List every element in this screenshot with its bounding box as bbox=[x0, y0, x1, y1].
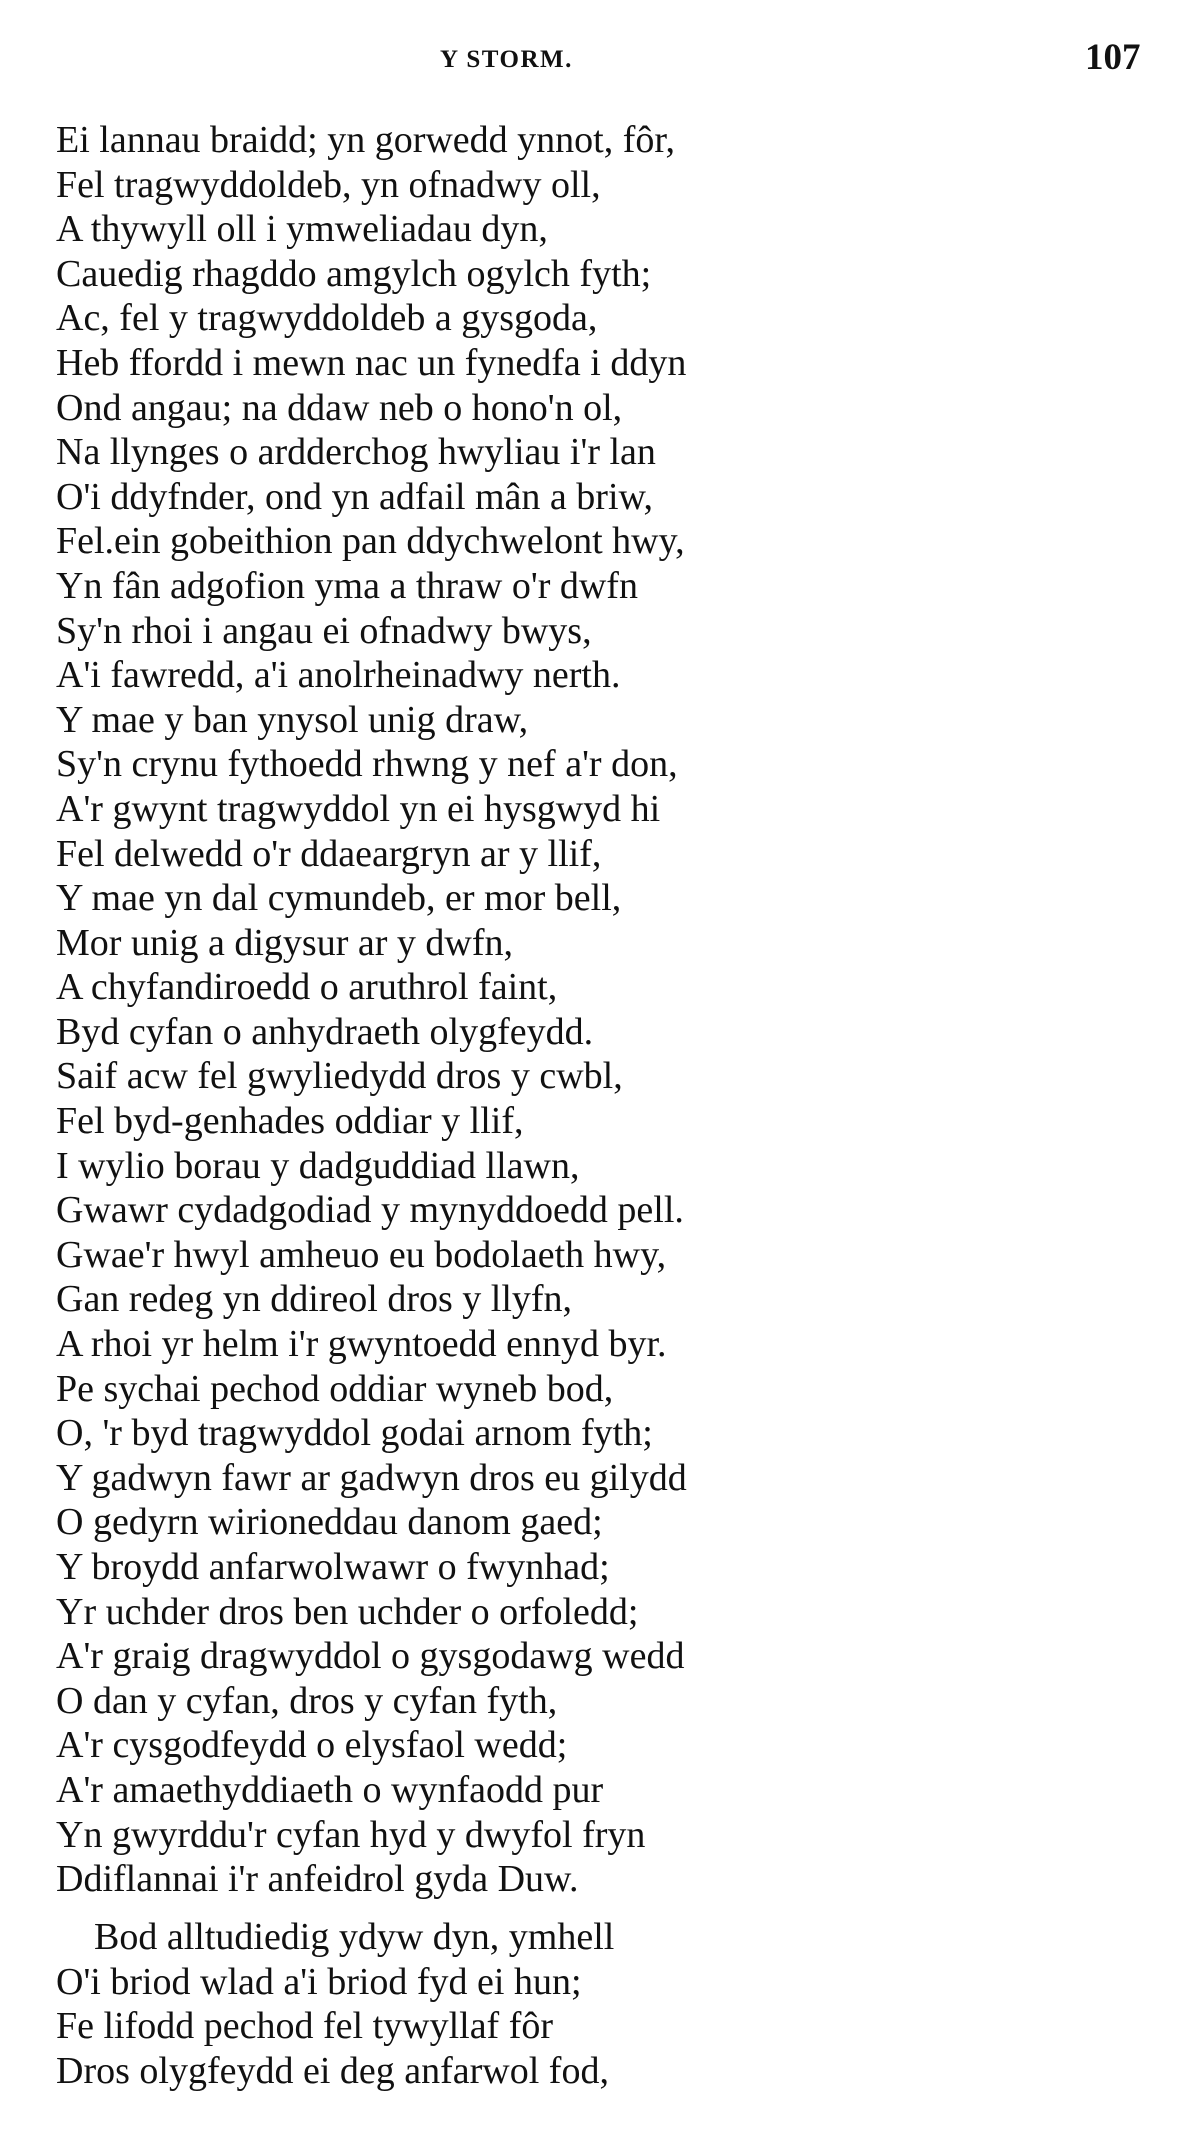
poem-line: A chyfandiroedd o aruthrol faint, bbox=[56, 966, 558, 1009]
poem-line: Y mae y ban ynysol unig draw, bbox=[56, 698, 529, 741]
poem-line: Saif acw fel gwyliedydd dros y cwbl, bbox=[56, 1055, 623, 1098]
poem-line: Y gadwyn fawr ar gadwyn dros eu gilydd bbox=[56, 1456, 687, 1499]
poem-line: Y mae yn dal cymundeb, er mor bell, bbox=[56, 877, 622, 920]
poem-line: Ddiflannai i'r anfeidrol gyda Duw. bbox=[56, 1858, 579, 1901]
poem-line: O gedyrn wirioneddau danom gaed; bbox=[56, 1501, 603, 1544]
poem-line: A thywyll oll i ymweliadau dyn, bbox=[56, 208, 548, 251]
poem-line: A rhoi yr helm i'r gwyntoedd ennyd byr. bbox=[56, 1323, 667, 1366]
poem-stanza-2 bbox=[56, 1915, 614, 2093]
poem-line: Y broydd anfarwolwawr o fwynhad; bbox=[56, 1546, 610, 1588]
poem-line: Dros olygfeydd ei deg anfarwol fod, bbox=[56, 2049, 609, 2092]
poem-line: Pe sychai pechod oddiar wyneb bod, bbox=[56, 1367, 614, 1410]
poem-line: Cauedig rhagddo amgylch ogylch fyth; bbox=[56, 252, 652, 295]
poem-stanza-1 bbox=[56, 118, 687, 1902]
poem-line: A'r amaethyddiaeth o wynfaodd pur bbox=[56, 1768, 604, 1811]
page-number: 107 bbox=[1085, 37, 1141, 78]
poem-line: Ond angau; na ddaw neb o hono'n ol, bbox=[56, 386, 623, 429]
poem-line: Yn fân adgofion yma a thraw o'r dwfn bbox=[56, 564, 638, 607]
poem-line: A'r cysgodfeydd o elysfaol wedd; bbox=[56, 1724, 568, 1767]
poem-line: A'r gwynt tragwyddol yn ei hysgwyd hi bbox=[56, 787, 661, 830]
poem-line: Byd cyfan o anhydraeth olygfeydd. bbox=[56, 1010, 594, 1053]
poem-line: Mor unig a digysur ar y dwfn, bbox=[56, 921, 513, 964]
poem-line: Fel.ein gobeithion pan ddychwelont hwy, bbox=[56, 520, 685, 563]
poem-line: Yr uchder dros ben uchder o orfoledd; bbox=[56, 1590, 639, 1633]
poem-line: A'r graig dragwyddol o gysgodawg wedd bbox=[56, 1635, 685, 1678]
poem-line: Gan redeg yn ddireol dros y llyfn, bbox=[56, 1278, 573, 1321]
running-title: Y STORM. bbox=[440, 46, 573, 73]
poem-line: Sy'n crynu fythoedd rhwng y nef a'r don, bbox=[56, 743, 678, 786]
poem-line: A'i fawredd, a'i anolrheinadwy nerth. bbox=[56, 654, 621, 697]
poem-line: Yn gwyrddu'r cyfan hyd y dwyfol fryn bbox=[56, 1813, 646, 1856]
running-head bbox=[0, 36, 1193, 76]
poem-line: Gwawr cydadgodiad y mynyddoedd pell. bbox=[56, 1189, 684, 1232]
poem-line: Ac, fel y tragwyddoldeb a gysgoda, bbox=[56, 297, 598, 340]
poem-line: Bod alltudiedig ydyw dyn, ymhell bbox=[94, 1916, 615, 1958]
poem-line: O'i briod wlad a'i briod fyd ei hun; bbox=[56, 1960, 582, 2003]
poem-line: Fe lifodd pechod fel tywyllaf fôr bbox=[56, 2005, 554, 2048]
poem-line: Heb ffordd i mewn nac un fynedfa i ddyn bbox=[56, 341, 687, 384]
poem-line: Fel delwedd o'r ddaeargryn ar y llif, bbox=[56, 832, 602, 875]
poem-line: O'i ddyfnder, ond yn adfail mân a briw, bbox=[56, 475, 653, 518]
poem-line: Fel tragwyddoldeb, yn ofnadwy oll, bbox=[56, 163, 601, 206]
poem-line: Ei lannau braidd; yn gorwedd ynnot, fôr, bbox=[56, 119, 676, 161]
poem-line: I wylio borau y dadguddiad llawn, bbox=[56, 1144, 580, 1187]
poem-line: Gwae'r hwyl amheuo eu bodolaeth hwy, bbox=[56, 1233, 667, 1276]
poem-line: Fel byd-genhades oddiar y llif, bbox=[56, 1100, 524, 1143]
poem-line: Na llynges o ardderchog hwyliau i'r lan bbox=[56, 431, 656, 474]
poem-line: O, 'r byd tragwyddol godai arnom fyth; bbox=[56, 1412, 653, 1455]
poem-line: O dan y cyfan, dros y cyfan fyth, bbox=[56, 1679, 558, 1722]
poem-line: Sy'n rhoi i angau ei ofnadwy bwys, bbox=[56, 609, 592, 652]
